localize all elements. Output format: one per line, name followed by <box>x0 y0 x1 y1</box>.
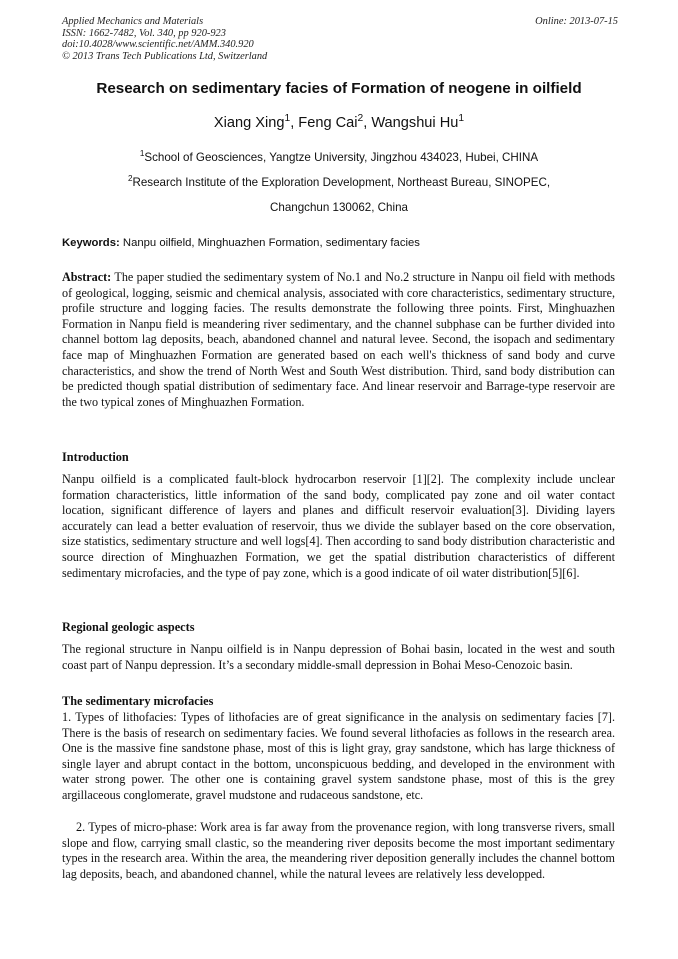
online-date: Online: 2013-07-15 <box>535 16 618 27</box>
affiliation-2 <box>0 176 678 190</box>
journal-issn: ISSN: 1662-7482, Vol. 340, pp 920-923 <box>62 27 226 39</box>
section-heading-regional: Regional geologic aspects <box>62 620 195 634</box>
author-name: Xiang Xing <box>213 115 285 131</box>
section-heading-microfacies: The sedimentary microfacies <box>62 694 214 708</box>
author-affiliation-mark: 1 <box>458 113 465 125</box>
author-separator: , <box>290 115 299 131</box>
affiliation-mark: 2 <box>127 174 133 184</box>
affiliation-text: School of Geosciences, Yangtze University, Jingzhou 434023, Hubei, CHINA <box>144 151 539 164</box>
keywords-label: Keywords: <box>62 237 120 249</box>
microfacies-paragraph-2: 2. Types of micro-phase: Work area is far away from the provenance region, with long transverse rivers, small slope and flow, carrying small clastic, so the meandering river deposits become the most important sedimentary types in the research area. Within the area, the meandering river deposition generally includes the channel bottom lag deposits, beach, and abandoned channel, while the natural levees are relatively less developped. <box>62 820 615 881</box>
author-name: Wangshui Hu <box>371 115 459 131</box>
abstract-label: Abstract: <box>62 270 112 284</box>
regional-paragraph: The regional structure in Nanpu oilfield is in Nanpu depression of Bohai basin, located in the west and south coast part of Nanpu depression. It’s a secondary middle-small depression in Bohai Meso-Cenozoic basin. <box>62 642 615 672</box>
author-name: Feng Cai <box>298 115 358 131</box>
affiliation-mark: 1 <box>139 149 145 159</box>
introduction-paragraph: Nanpu oilfield is a complicated fault-block hydrocarbon reservoir [1][2]. The complexity include unclear formation characteristics, little information of the sand body, complicated pay zone and oil water contact location, significant difference of layers and planes and difficult reservoir evaluation[3]. Dividing layers accurately can lead a better evaluation of reservoir, thus we divide the sublayer based on the core observation, size statistics, sedimentary structure and well logs[4]. Then according to sand body distribution characteristic and source direction of Minghuazhen Formation, we get the spatial distribution characteristics of different sedimentary microfacies, and the type of pay zone, which is a good indicate of oil water distribution[5][6]. <box>62 472 615 580</box>
journal-doi: doi:10.4028/www.scientific.net/AMM.340.920 <box>62 39 254 50</box>
author-affiliation-mark: 2 <box>357 113 364 125</box>
author-list <box>0 114 678 132</box>
author-affiliation-mark: 1 <box>284 113 291 125</box>
journal-name: Applied Mechanics and Materials <box>62 16 204 27</box>
affiliation-text: Research Institute of the Exploration Development, Northeast Bureau, SINOPEC, <box>132 176 551 189</box>
journal-copyright: © 2013 Trans Tech Publications Ltd, Switzerland <box>62 50 268 62</box>
keywords-text: Nanpu oilfield, Minghuazhen Formation, sedimentary facies <box>119 237 420 249</box>
abstract-text: The paper studied the sedimentary system of No.1 and No.2 structure in Nanpu oil field with methods of geological, logging, seismic and chemical analysis, associated with core characteristics, sedimentary structure, profile structure and logging facies. The results demonstrate the following three points. First, Minghuazhen Formation in Nanpu field is meandering river sedimentary, and the channel subphase can be further divided into channel bottom lag deposits, beach, abandoned channel and natural levee. Second, the isopach and sedimentary face map of Minghuazhen Formation are generated based on each well's thickness of sand body and curve characteristics, and show the trend of North West and South West distribution. Third, sand body distribution can be predicted though spatial distribution of sedimentary face. And linear reservoir and Barrage-type reservoir are the two typical zones of Minghuazhen Formation. <box>62 270 615 409</box>
abstract <box>62 270 615 410</box>
paper-title: Research on sedimentary facies of Formation of neogene in oilfield <box>96 80 582 97</box>
author-separator: , <box>363 115 372 131</box>
section-heading-introduction: Introduction <box>62 450 129 464</box>
keywords <box>62 236 618 250</box>
microfacies-paragraph-1: 1. Types of lithofacies: Types of lithofacies are of great significance in the analysis on sedimentary facies [7]. There is the basis of research on sedimentary facies. We found several lithofacies as follows in the research area. One is the massive fine sandstone phase, most of this is light gray, gray sandstone, which has large thickness of single layer and abrupt contact in the bottom, unconspicuous bedding, and developed in the environment with water strong power. The other one is containing gravel system sandstone phase, most of this is the grey argillaceous conglomerate, gravel mudstone and rudaceous sandstone, etc. <box>62 710 615 802</box>
affiliation-2-cont: Changchun 130062, China <box>270 201 408 214</box>
journal-header <box>62 16 618 62</box>
affiliation-1 <box>0 151 678 165</box>
